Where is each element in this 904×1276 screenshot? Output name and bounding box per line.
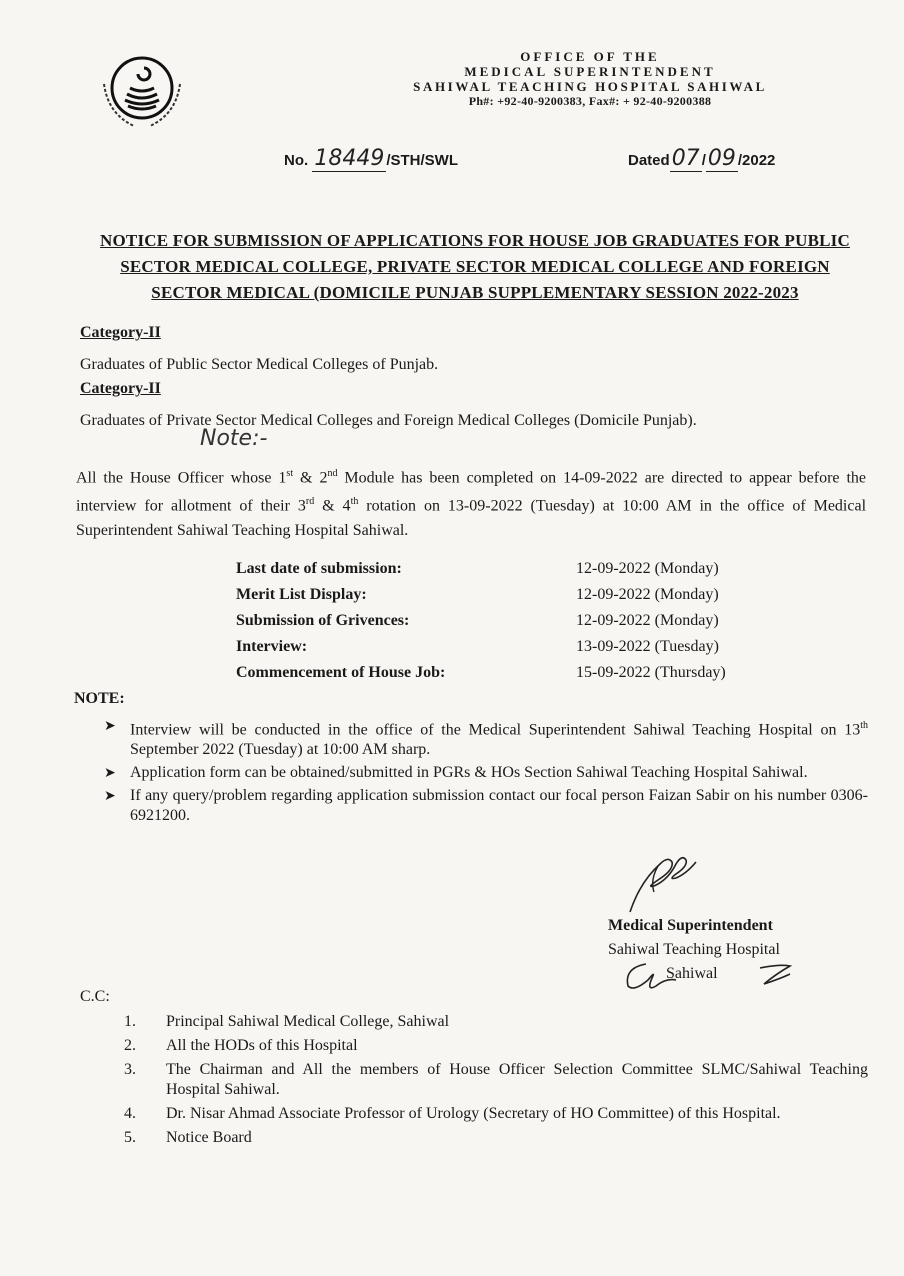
instruction-paragraph	[76, 462, 866, 543]
cc-item-text: Dr. Nisar Ahmad Associate Professor of Urology (Secretary of HO Committee) of this Hospital.	[166, 1105, 781, 1122]
schedule-row	[236, 612, 726, 638]
dated-month: 09	[707, 146, 736, 171]
cc-label: C.C:	[80, 988, 110, 1005]
schedule-row	[236, 560, 726, 586]
schedule-row	[236, 638, 726, 664]
para-sup: nd	[327, 468, 338, 479]
signature-line-2: Sahiwal Teaching Hospital	[608, 941, 780, 958]
office-line-2: MEDICAL SUPERINTENDENT	[464, 63, 716, 79]
handwritten-signature-icon	[620, 958, 800, 994]
office-contact: Ph#: +92-40-9200383, Fax#: + 92-40-9200388	[468, 93, 712, 108]
category-2-label: Category-II	[80, 380, 161, 397]
cc-item-number: 4.	[124, 1105, 136, 1122]
cc-item-number: 5.	[124, 1129, 136, 1146]
signature-scribble-icon	[620, 846, 710, 918]
reference-no-suffix: /STH/SWL	[386, 152, 459, 169]
para-sup: th	[350, 496, 359, 508]
schedule-value: 12-09-2022 (Monday)	[576, 612, 719, 629]
schedule-label: Interview:	[236, 638, 308, 655]
note-item	[100, 716, 868, 760]
note-item	[100, 763, 868, 783]
cc-item	[120, 1128, 868, 1148]
arrow-bullet-icon: ➤	[104, 788, 116, 805]
schedule-value: 12-09-2022 (Monday)	[576, 586, 719, 603]
note-item	[100, 786, 868, 826]
reference-number	[284, 146, 458, 171]
cc-item	[120, 1012, 868, 1032]
note-text: If any query/problem regarding application submission contact our focal person Faizan Sabir on his number 0306-6921200.	[130, 787, 868, 825]
category-2-text: Graduates of Private Sector Medical Colleges and Foreign Medical Colleges (Domicile Punjab).	[80, 412, 697, 429]
arrow-bullet-icon: ➤	[104, 765, 116, 782]
office-header	[410, 50, 770, 109]
dated-year: /2022	[737, 152, 776, 169]
notice-title: NOTICE FOR SUBMISSION OF APPLICATIONS FOR HOUSE JOB GRADUATES FOR PUBLIC SECTOR MEDICAL COLLEGE, PRIVATE SECTOR MEDICAL COLLEGE AND FOREIGN SECTOR MEDICAL (DOMICILE PUNJAB SUPPLEMENTARY SESSION 2022-2023	[100, 231, 850, 302]
cc-item	[120, 1060, 868, 1100]
notes-list	[100, 716, 868, 829]
category-1-label: Category-II	[80, 324, 161, 341]
cc-item-text: Principal Sahiwal Medical College, Sahiwal	[166, 1013, 450, 1030]
cc-item	[120, 1104, 868, 1124]
category-1-text: Graduates of Public Sector Medical Colleges of Punjab.	[80, 356, 439, 373]
handwritten-note: Note:-	[200, 426, 268, 451]
para-part: & 4	[314, 497, 351, 515]
reference-no-value: 18449	[314, 146, 385, 171]
para-sup: rd	[305, 496, 315, 508]
note-heading: NOTE:	[74, 690, 125, 707]
schedule-label: Commencement of House Job:	[236, 664, 446, 681]
note-sup: th	[860, 720, 868, 731]
schedule-value: 15-09-2022 (Thursday)	[576, 664, 726, 681]
schedule-label: Merit List Display:	[236, 586, 367, 603]
cc-item	[120, 1036, 868, 1056]
para-part: & 2	[293, 469, 328, 487]
dated-day: 07	[671, 146, 700, 171]
cc-item-number: 3.	[124, 1061, 136, 1078]
schedule-value: 13-09-2022 (Tuesday)	[576, 638, 719, 655]
schedule-row	[236, 664, 726, 690]
para-part: All the House Officer whose 1	[76, 469, 287, 487]
reference-no-label: No.	[284, 152, 309, 169]
schedule-value: 12-09-2022 (Monday)	[576, 560, 719, 577]
para-part: rotation on 13-09-2022 (Tuesday) at 10:00 AM in the office of Medical Superintendent Sahiwal Teaching Hospital Sahiwal.	[76, 497, 867, 539]
reference-date: Dated07 /09 /2022	[628, 146, 776, 171]
schedule-label: Submission of Grivences:	[236, 612, 410, 629]
note-text: September 2022 (Tuesday) at 10:00 AM sharp.	[130, 741, 431, 759]
cc-item-text: Notice Board	[166, 1129, 252, 1146]
office-line-1: OFFICE OF THE	[520, 49, 660, 64]
signature-line-3: Sahiwal	[666, 965, 718, 982]
cc-item-number: 2.	[124, 1037, 136, 1054]
cc-list	[120, 1012, 868, 1152]
schedule-label: Last date of submission:	[236, 560, 402, 577]
schedule-table	[236, 560, 726, 690]
note-text: Interview will be conducted in the office of the Medical Superintendent Sahiwal Teaching Hospital on 13	[130, 721, 861, 739]
note-text: Application form can be obtained/submitted in PGRs & HOs Section Sahiwal Teaching Hospital Sahiwal.	[130, 764, 808, 782]
cc-item-text: All the HODs of this Hospital	[166, 1037, 358, 1054]
para-sup: st	[286, 468, 294, 479]
office-line-3: SAHIWAL TEACHING HOSPITAL SAHIWAL	[413, 78, 767, 94]
cc-item-number: 1.	[124, 1013, 136, 1030]
government-emblem-icon	[94, 44, 190, 132]
dated-label: Dated	[628, 152, 670, 169]
signature-title: Medical Superintendent	[608, 917, 773, 934]
para-part: Module has been completed on 14-09-2022 are directed to appear before the interview for allotment of their 3	[76, 469, 867, 515]
arrow-bullet-icon: ➤	[104, 718, 116, 734]
schedule-row	[236, 586, 726, 612]
cc-item-text: The Chairman and All the members of House Officer Selection Committee SLMC/Sahiwal Teaching Hospital Sahiwal.	[166, 1061, 868, 1098]
